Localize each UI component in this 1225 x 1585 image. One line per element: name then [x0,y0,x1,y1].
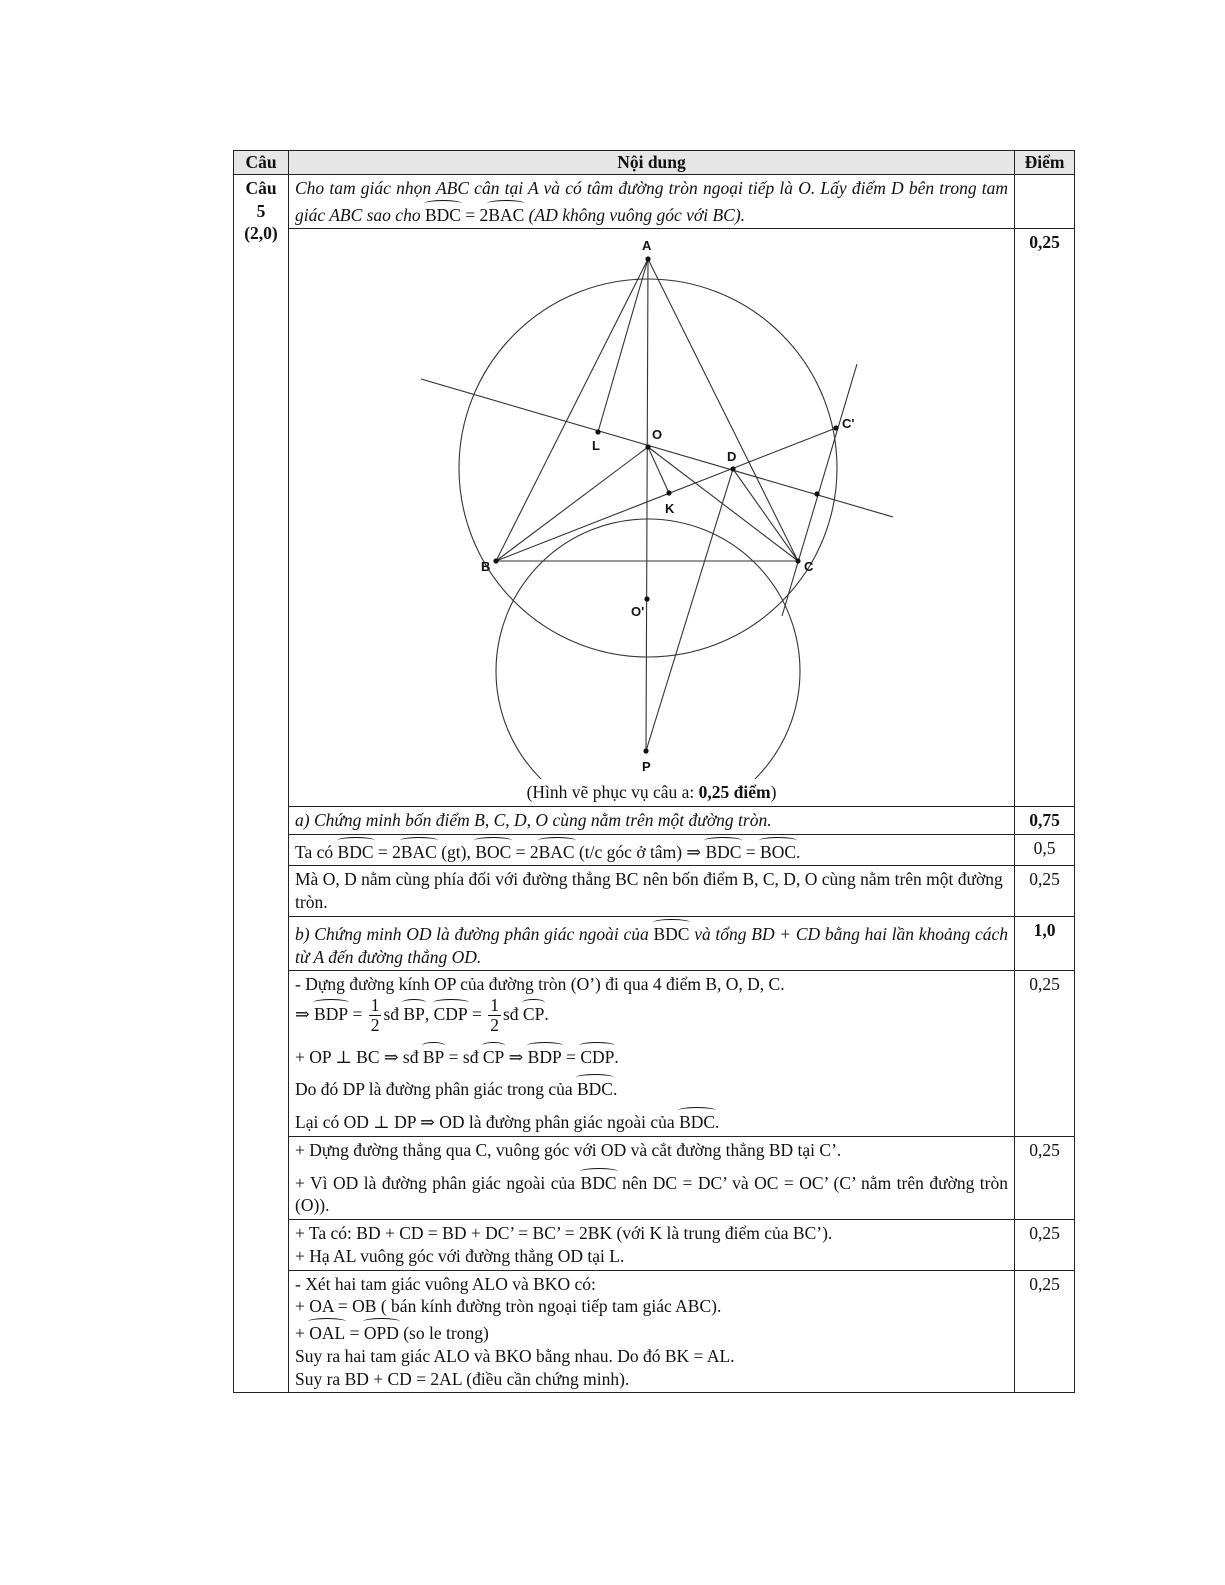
part-b-step1: - Dựng đường kính OP của đường tròn (O’) đi qua 4 điểm B, O, D, C. ⇒ BDP = $\frac{1}{2}$ sđ BP, CDP = $\frac{1}{2}$ sđ CP. + OP ⊥ BC ⇒ sđ BP = sđ CP ⇒ BDP = CDP. Do đó DP là đường phân giác trong của BDC. Lại có OD ⊥ DP ⇒ OD là đường phân giác ngoài của BDC. [289,971,1015,1137]
part-b-step3-score: 0,25 [1015,1220,1075,1271]
part-b-step1-line2: ⇒ BDP = $\frac{1}{2}$ sđ BP, CDP = $\frac{1}{2}$ sđ CP. [295,995,549,1036]
point-c [795,559,800,564]
point-o [645,445,650,450]
segment-al [598,259,648,432]
part-b-title: b) Chứng minh OD là đường phân giác ngoài của BDC và tổng BD + CD bằng hai lần khoảng cách từ A đến đường thẳng OD. [289,916,1015,971]
label-k: K [665,501,675,517]
angle-bdc: BDC [425,200,461,227]
problem-statement: Cho tam giác nhọn ABC cân tại A và có tâm đường tròn ngoại tiếp là O. Lấy điểm D bên trong tam giác ABC sao cho BDC = 2BAC (AD không vuông góc với BC). [289,174,1015,229]
part-b-step3-row [234,1220,1075,1271]
label-o-prime: O' [631,604,645,620]
problem-row [234,174,1075,229]
part-b-step1-score: 0,25 [1015,971,1075,1137]
part-a-score: 0,75 [1015,806,1075,834]
point-c-prime [833,426,838,431]
angle-bac: BAC [488,200,524,227]
point-o-prime [644,597,649,602]
label-c-prime: C' [842,416,855,432]
fraction-half: $\frac{1}{2}$ [370,995,380,1036]
part-a-title-row [234,806,1075,834]
figure-caption: (Hình vẽ phục vụ câu a: 0,25 điểm) [526,782,777,802]
label-b: B [481,559,491,575]
point-p [643,749,648,754]
label-d: D [727,449,737,465]
header-row [234,151,1075,175]
part-b-step1-line4: Do đó DP là đường phân giác trong của BDC. [295,1074,1008,1101]
geometry-figure [295,231,1021,779]
point-k [666,491,671,496]
answer-table [233,150,1075,1393]
segment-bo [496,447,648,561]
label-o: O [652,427,663,443]
segment-dp [646,469,733,751]
figure-score: 0,25 [1015,229,1075,807]
header-diem: Điểm [1015,151,1075,175]
header-cau: Câu [234,151,289,175]
part-b-step2: + Dựng đường thẳng qua C, vuông góc với OD và cắt đường thẳng BD tại C’. + Vì OD là đường phân giác ngoài của BDC nên DC = DC’ và OC = OC’ (C’ nằm trên đường tròn (O)). [289,1136,1015,1219]
line-cc-prime [782,364,857,616]
problem-score [1015,174,1075,229]
part-b-step4-score: 0,25 [1015,1270,1075,1393]
part-a-title: a) Chứng minh bốn điểm B, C, D, O cùng nằm trên một đường tròn. [289,806,1015,834]
line-od [421,379,893,517]
figure-cell [289,229,1015,807]
part-b-step4-row [234,1270,1075,1393]
point-d [730,467,735,472]
part-b-step3: + Ta có: BD + CD = BD + DC’ = BC’ = 2BK (với K là trung điểm của BC’). + Hạ AL vuông góc với đường thẳng OD tại L. [289,1220,1015,1271]
figure-row [234,229,1075,807]
question-points: (2,0) [244,223,278,244]
part-b-step1-line5: Lại có OD ⊥ DP ⇒ OD là đường phân giác ngoài của BDC. [295,1107,1008,1134]
segment-ab [496,259,648,561]
part-a-step2-score: 0,25 [1015,866,1075,917]
point-a [645,257,650,262]
part-a-step1: Ta có BDC = 2BAC (gt), BOC = 2BAC (t/c góc ở tâm) ⇒ BDC = BOC. [289,834,1015,866]
fraction-half-2: $\frac{1}{2}$ [490,995,499,1036]
part-b-step1-line3: + OP ⊥ BC ⇒ sđ BP = sđ CP ⇒ BDP = CDP. [295,1042,1008,1069]
part-a-step1-row [234,834,1075,866]
part-b-score: 1,0 [1015,916,1075,971]
segment-bc-prime [496,428,836,561]
label-a: A [642,238,652,254]
part-b-step2-score: 0,25 [1015,1136,1075,1219]
part-b-title-row [234,916,1075,971]
part-b-step4: - Xét hai tam giác vuông ALO và BKO có: + OA = OB ( bán kính đường tròn ngoại tiếp tam giác ABC). + OAL = OPD (so le trong) Suy ra hai tam giác ALO và BKO bằng nhau. Do đó BK = AL. Suy ra BD + CD = 2AL (điều cần chứng minh). [289,1270,1015,1393]
part-b-step4-line3: + OAL = OPD (so le trong) [295,1318,1008,1345]
label-c: C [804,559,814,575]
point-mid [814,492,819,497]
part-a-step2: Mà O, D nằm cùng phía đối với đường thẳng BC nên bốn điểm B, C, D, O cùng nằm trên một đường tròn. [289,866,1015,917]
part-b-step2-row [234,1136,1075,1219]
label-l: L [592,438,600,454]
point-l [595,430,600,435]
point-b [493,559,498,564]
label-p: P [642,759,651,775]
circle-o-prime [496,519,800,779]
question-label: Câu 5 [245,177,277,221]
part-a-step1-score: 0,5 [1015,834,1075,866]
segment-ap [646,259,648,751]
part-b-step1-row [234,971,1075,1137]
header-noidung: Nội dung [289,151,1015,175]
part-a-step2-row [234,866,1075,917]
question-label-cell [234,174,289,1393]
segment-ok [648,447,669,493]
segment-cd [733,469,798,561]
